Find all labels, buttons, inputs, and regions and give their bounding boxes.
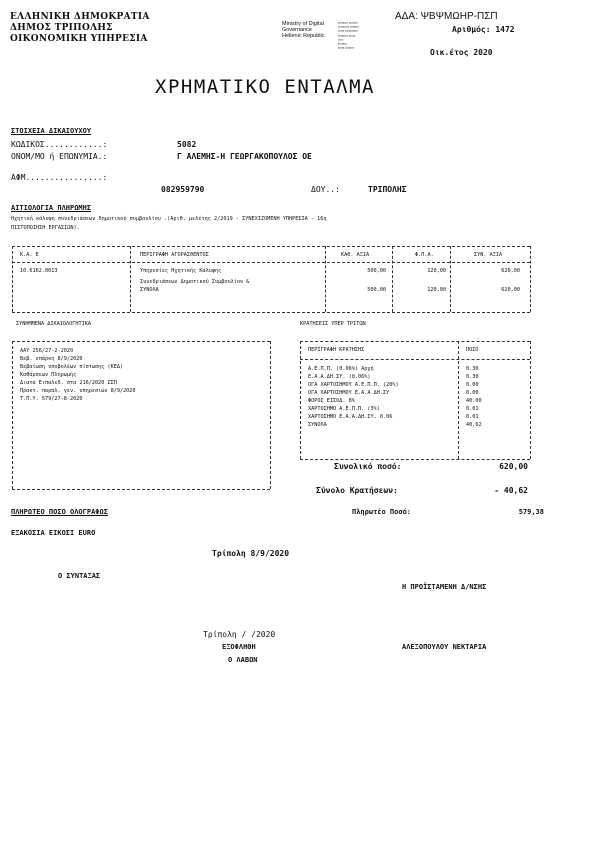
item-code: 10.6162.0013 — [20, 268, 58, 274]
afm-label: ΑΦΜ................: — [11, 173, 108, 182]
fiscal-year: Οικ.έτος 2020 — [430, 48, 493, 57]
withholdings-total-value: - 40,62 — [494, 486, 528, 495]
withholding-amount: 0.30 — [466, 374, 479, 380]
item-vat: 120,00 — [427, 268, 446, 274]
withholding-desc: ΦΟΡΟΣ ΕΙΣΟΔ. 8% — [308, 398, 355, 404]
total-amount-value: 620,00 — [499, 462, 528, 471]
col-header-net: ΚΑΘ. ΑΞΙΑ — [341, 252, 370, 258]
justification-text-line1: Ηχητική κάλυψη συνεδριάσεων δημοτικού συμβουλίου .(Αριθ. μελέτης 2/2019 - ΣΥΝΕΧΙΖΟΜΕΝΗ ΥΠΗΡΕΣΙΑ - 16η — [11, 216, 327, 222]
item-total: 620,00 — [501, 268, 520, 274]
code-value: 5082 — [177, 140, 197, 149]
org-header — [10, 12, 150, 45]
item-desc-totals: ΣΥΝΟΛΑ — [140, 287, 159, 293]
doc-number — [452, 25, 515, 34]
code-label: ΚΩΔΙΚΟΣ............: — [11, 140, 108, 149]
totals-vat: 120,00 — [427, 287, 446, 293]
payable-label: Πληρωτέο Ποσό: — [352, 508, 412, 516]
justification-text-line2: ΠΙΣΤΟΠΟΙΗΣΗ ΕΡΓΑΣΙΩΝ). — [11, 225, 80, 231]
receiver-label: Ο ΛΑΒΩΝ — [228, 656, 258, 664]
doc-number-value: 1472 — [495, 25, 515, 34]
withholding-amount: 0.30 — [466, 366, 479, 372]
col-header-kae: Κ.Α. Ε — [20, 252, 39, 258]
gov-line-ministry: Ministry of Digital — [282, 21, 324, 27]
supporting-docs-title: ΣΥΝΗΜΜΕΝΑ ΔΙΚΑΙΟΛΟΓΗΤΙΚΑ — [16, 321, 91, 327]
gov-line-republic: Hellenic Republic — [282, 33, 325, 39]
withholding-desc-totals: ΣΥΝΟΛΑ — [308, 422, 327, 428]
name-value: Γ ΑΛΕΜΗΣ-Η ΓΕΩΡΓΑΚΟΠΟΥΛΟΣ ΟΕ — [177, 152, 312, 161]
withholding-desc: ΧΑΡΤΟΣΗΜΟ Α.Ε.Π.Π. (3%) — [308, 406, 380, 412]
doc-line: Καθάρσεων Πληρωμής — [20, 372, 77, 378]
gov-logo-text — [282, 21, 325, 39]
withholding-amount-totals: 40,62 — [466, 422, 482, 428]
total-amount-label: Συνολικό ποσό: — [334, 462, 402, 471]
withholding-amount: 0.00 — [466, 390, 479, 396]
item-desc-line2: Συνεδριάσεων Δημοτικού Συμβουλίου & — [140, 279, 250, 285]
gov-line-governance: Governance — [282, 27, 312, 33]
signer-name: ΑΛΕΞΟΠΟΥΛΟΥ ΝΕΚΤΑΡΙΑ — [402, 643, 487, 651]
paid-label: ΕΞΟΦΛΗΘΗ — [222, 643, 256, 651]
payable-value: 579,38 — [518, 508, 544, 516]
withholding-desc: Ε.Α.Α.ΔΗ.ΣΥ. (0.06%) — [308, 374, 371, 380]
col-header-description: ΠΕΡΙΓΡΑΦΗ ΑΓΟΡΑΣΘΕΝΤΟΣ — [140, 252, 209, 258]
org-line-municipality: ΔΗΜΟΣ ΤΡΙΠΟΛΗΣ — [10, 23, 113, 33]
doy-label: ΔΟΥ..: — [311, 185, 340, 194]
doc-line: Τ.Π.Υ. 579/27-8-2020 — [20, 396, 83, 402]
item-net: 500,00 — [367, 268, 386, 274]
withholding-desc: Α.Ε.Π.Π. (0.06%) Αρχή — [308, 366, 374, 372]
withholding-desc: ΧΑΡΤΟΣΗΜΟ Ε.Α.Α.ΔΗ.ΣΥ. 0.06 — [308, 414, 393, 420]
withholding-amount: 0.01 — [466, 414, 479, 420]
name-label: ΟΝΟΜ/ΜΟ ή ΕΠΩΝΥΜΙΑ.: — [11, 152, 108, 161]
withholdings-total-label: Σύνολο Κρατήσεων: — [316, 486, 398, 495]
page-title: ΧΡΗΜΑΤΙΚΟ ΕΝΤΑΛΜΑ — [155, 76, 375, 98]
withholding-amount: 40.00 — [466, 398, 482, 404]
withholding-desc: ΟΓΑ ΧΑΡΤΟΣΗΜΟΥ Α.Ε.Π.Π. (20%) — [308, 382, 399, 388]
ada-code: ΑΔΑ: ΨΒΨΜΩΗΡ-ΠΣΠ — [395, 11, 498, 22]
digital-signature-stamp: ▪▪▪▪▪▪▪▪ ▪▪▪▪▪▪▪ ▪▪▪▪▪▪▪▪▪ ▪▪▪▪▪▪▪ ▪▪▪▪▪ ▪▪▪▪▪▪▪▪▪▪ ▪▪▪▪▪▪▪▪ ▪▪▪▪▪ ▪▪▪▪ ▪▪▪▪▪▪▪ ▪▪▪▪▪ ▪▪▪▪▪▪▪ — [338, 21, 359, 51]
place-date: Τρίπολη 8/9/2020 — [212, 549, 290, 558]
withholding-col-amount: ΠΟΣΟ — [466, 347, 479, 353]
withholdings-title: ΚΡΑΤΗΣΕΙΣ ΥΠΕΡ ΤΡΙΤΩΝ — [300, 321, 366, 327]
doc-line: ΑΑΥ 256/27-2-2020 — [20, 348, 74, 354]
place-date-blank: Τρίπολη / /2020 — [203, 630, 276, 639]
withholding-col-desc: ΠΕΡΙΓΡΑΦΗ ΚΡΑΤΗΣΗΣ — [308, 347, 365, 353]
doc-line: Βεβαίωση υποβολέων πίστωσης (ΚΕΔ) — [20, 364, 124, 370]
totals-net: 500,00 — [367, 287, 386, 293]
beneficiary-section-title: ΣΤΟΙΧΕΙΑ ΔΙΚΑΙΟΥΧΟΥ — [11, 127, 92, 135]
withholding-desc: ΟΓΑ ΧΑΡΤΟΣΗΜΟΥ Ε.Α.Α.ΔΗ.ΣΥ — [308, 390, 390, 396]
col-header-vat: Φ.Π.Α. — [415, 252, 434, 258]
justification-section-title: ΑΙΤΙΟΛΟΓΙΑ ΠΛΗΡΩΜΗΣ — [11, 204, 92, 212]
totals-total: 620,00 — [501, 287, 520, 293]
withholding-amount: 0.00 — [466, 382, 479, 388]
col-header-total: ΣΥΝ. ΑΞΙΑ — [474, 252, 503, 258]
doc-number-label: Αριθμός: — [452, 25, 491, 34]
doc-line: Βεβ. επάρκη 8/9/2020 — [20, 356, 83, 362]
doc-line: Πρακτ. παραλ. γεν. υπηρεσιών 8/9/2020 — [20, 388, 136, 394]
composer-label: Ο ΣΥΝΤΑΞΑΣ — [58, 572, 101, 580]
doc-line: Διατα Ειπαλεδ. στα 216/2020 ΣΣΠ — [20, 380, 117, 386]
withholding-amount: 0.01 — [466, 406, 479, 412]
afm-value: 082959790 — [161, 185, 205, 194]
head-label: Η ΠΡΟΪΣΤΑΜΕΝΗ Δ/ΝΣΗΣ — [402, 583, 487, 591]
payable-words-label: ΠΛΗΡΩΤΕΟ ΠΟΣΟ ΟΛΟΓΡΑΦΩΣ — [11, 508, 108, 516]
org-line-republic: ΕΛΛΗΝΙΚΗ ΔΗΜΟΚΡΑΤΙΑ — [10, 12, 150, 22]
org-line-department: ΟΙΚΟΝΟΜΙΚΗ ΥΠΗΡΕΣΙΑ — [10, 34, 148, 44]
doy-value: ΤΡΙΠΟΛΗΣ — [368, 185, 407, 194]
amount-in-words: ΕΞΑΚΟΣΙΑ ΕΙΚΟΣΙ EURO — [11, 529, 96, 537]
item-desc-line1: Υπηρεσίες Ηχητικής Κάλυψης — [140, 268, 222, 274]
